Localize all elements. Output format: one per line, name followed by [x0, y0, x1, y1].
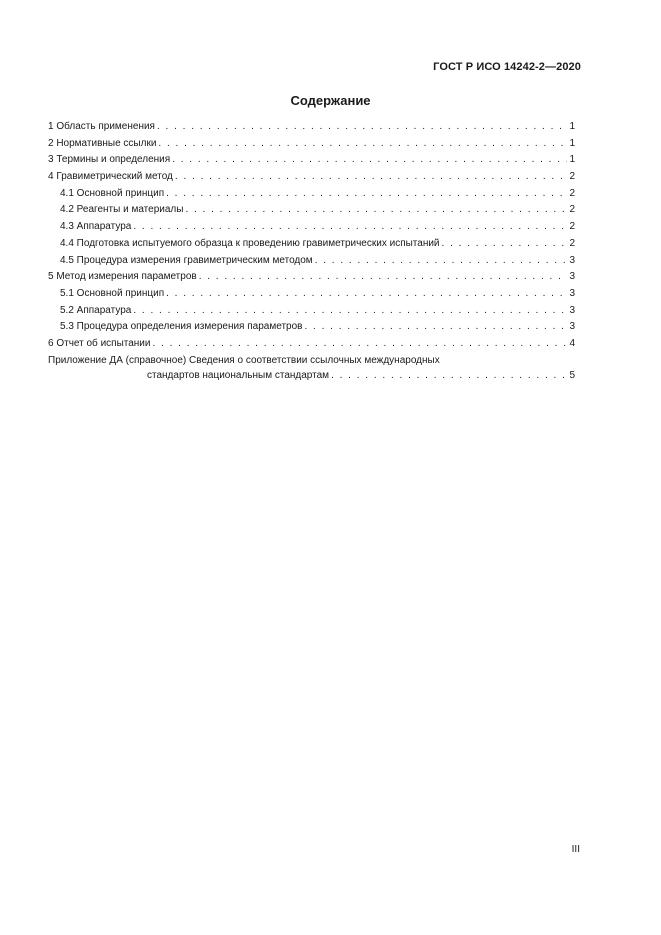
toc-appendix-label: Приложение ДА (справочное) Сведения о соответствии ссылочных международных	[48, 354, 440, 366]
toc-item-label: 5.3 Процедура определения измерения параметров	[60, 321, 303, 333]
toc-leader-dots	[166, 186, 567, 203]
toc-item-page: 2	[569, 221, 575, 233]
toc-subitem[interactable]	[48, 253, 575, 270]
toc-item[interactable]	[48, 136, 575, 153]
toc-leader-dots	[199, 269, 568, 286]
toc-item-page: 4	[569, 337, 575, 349]
toc-item[interactable]	[48, 152, 575, 169]
toc-item-page: 2	[569, 237, 575, 249]
toc-item-label: 4 Гравиметрический метод	[48, 171, 173, 183]
toc-item-page: 2	[569, 187, 575, 199]
toc-appendix-line1[interactable]	[48, 354, 575, 368]
toc-subitem[interactable]	[48, 202, 575, 219]
toc-leader-dots	[331, 368, 567, 384]
table-of-contents	[48, 119, 575, 384]
toc-item-page: 2	[569, 204, 575, 216]
toc-item-label: 2 Нормативные ссылки	[48, 137, 157, 149]
toc-item-label: 5 Метод измерения параметров	[48, 271, 197, 283]
toc-item[interactable]	[48, 336, 575, 353]
document-code: ГОСТ Р ИСО 14242-2—2020	[433, 61, 581, 73]
toc-item-label: 4.4 Подготовка испытуемого образца к проведению гравиметрических испытаний	[60, 237, 440, 249]
toc-item-label: 5.1 Основной принцип	[60, 287, 165, 299]
toc-item[interactable]	[48, 169, 575, 186]
page-number: III	[571, 844, 580, 855]
toc-item-label: 4.3 Аппаратура	[60, 221, 132, 233]
toc-item[interactable]	[48, 119, 575, 136]
toc-item-label: 6 Отчет об испытании	[48, 337, 151, 349]
toc-item-label: 4.2 Реагенты и материалы	[60, 204, 184, 216]
toc-item-label: 4.5 Процедура измерения гравиметрическим методом	[60, 254, 313, 266]
toc-appendix-label-cont: стандартов национальным стандартам	[147, 369, 330, 381]
toc-item-page: 1	[569, 121, 575, 132]
toc-item-label: 5.2 Аппаратура	[60, 304, 132, 316]
toc-item-page: 1	[569, 137, 575, 149]
toc-item-label: 3 Термины и определения	[48, 154, 171, 166]
toc-item-page: 3	[569, 271, 575, 283]
toc-subitem[interactable]	[48, 286, 575, 303]
toc-item-label: 4.1 Основной принцип	[60, 187, 165, 199]
toc-subitem[interactable]	[48, 186, 575, 203]
toc-leader-dots	[133, 303, 567, 320]
toc-item-page: 3	[569, 287, 575, 299]
toc-item-page: 2	[569, 171, 575, 183]
toc-item-page: 5	[569, 369, 575, 381]
toc-subitem[interactable]	[48, 236, 575, 253]
toc-item-page: 3	[569, 304, 575, 316]
toc-appendix-line2[interactable]	[48, 368, 575, 384]
toc-subitem[interactable]	[48, 319, 575, 336]
toc-leader-dots	[158, 136, 567, 153]
toc-leader-dots	[304, 319, 567, 336]
toc-leader-dots	[175, 169, 568, 186]
toc-item[interactable]	[48, 269, 575, 286]
toc-item-label: 1 Область применения	[48, 121, 155, 132]
toc-leader-dots	[133, 219, 567, 236]
toc-subitem[interactable]	[48, 303, 575, 320]
toc-leader-dots	[442, 236, 568, 253]
toc-item-page: 3	[569, 254, 575, 266]
toc-leader-dots	[157, 119, 567, 136]
toc-leader-dots	[152, 336, 567, 353]
toc-leader-dots	[315, 253, 568, 270]
page-title: Содержание	[290, 93, 371, 108]
toc-item-page: 3	[569, 321, 575, 333]
toc-leader-dots	[166, 286, 567, 303]
toc-leader-dots	[172, 152, 567, 169]
toc-item-page: 1	[569, 154, 575, 166]
toc-subitem[interactable]	[48, 219, 575, 236]
toc-leader-dots	[185, 202, 567, 219]
